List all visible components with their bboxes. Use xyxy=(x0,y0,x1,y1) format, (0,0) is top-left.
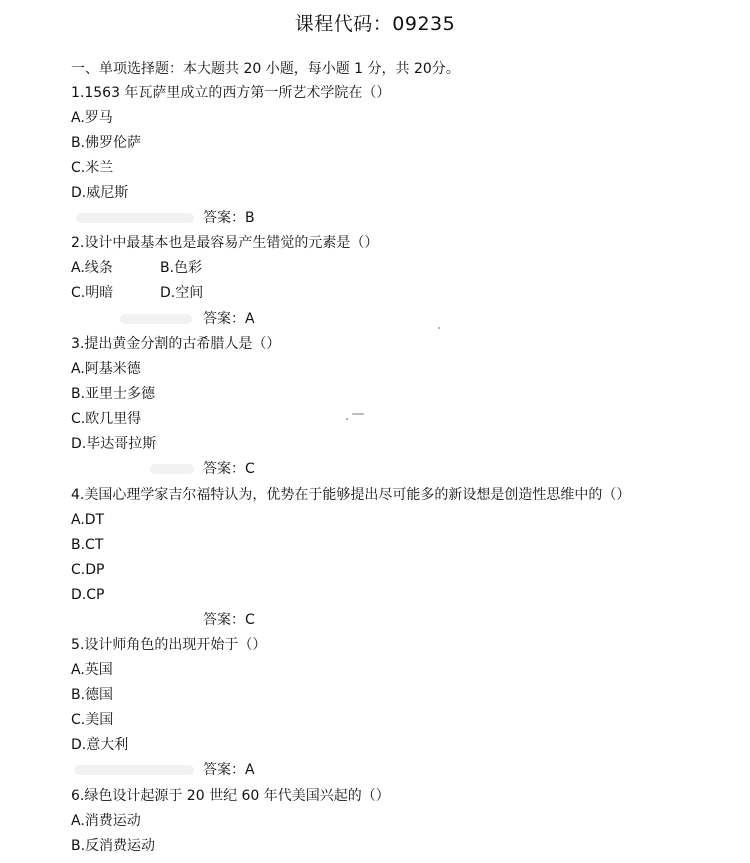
redaction-smudge xyxy=(120,314,192,324)
question-option: B.CT xyxy=(71,537,104,553)
question-option: B.德国 xyxy=(71,687,114,703)
question-stem: 4.美国心理学家吉尔福特认为，优势在于能够提出尽可能多的新设想是创造性思维中的（） xyxy=(71,487,631,503)
question-option: B.色彩 xyxy=(160,260,203,276)
question-option: B.佛罗伦萨 xyxy=(71,135,142,151)
question-option: C.DP xyxy=(71,562,105,578)
question-option: A.线条 xyxy=(71,260,113,276)
question-option: D.毕达哥拉斯 xyxy=(71,436,157,452)
question-stem: 5.设计师角色的出现开始于（） xyxy=(71,637,267,653)
question-option: C.美国 xyxy=(71,712,114,728)
scan-speck xyxy=(438,327,440,329)
redaction-smudge xyxy=(76,213,194,223)
question-option: C.明暗 xyxy=(71,285,114,301)
question-stem: 2.设计中最基本也是最容易产生错觉的元素是（） xyxy=(71,235,379,251)
question-option: C.米兰 xyxy=(71,160,114,176)
question-option: D.意大利 xyxy=(71,737,129,753)
answer-text: 答案：C xyxy=(203,612,255,628)
question-option: A.阿基米德 xyxy=(71,361,141,377)
question-stem: 1.1563 年瓦萨里成立的西方第一所艺术学院在（） xyxy=(71,85,391,101)
question-option: B.亚里士多德 xyxy=(71,386,156,402)
section-heading: 一、单项选择题：本大题共 20 小题，每小题 1 分，共 20分。 xyxy=(71,61,460,77)
question-option: B.反消费运动 xyxy=(71,838,156,854)
scan-speck xyxy=(352,413,364,415)
question-option: A.消费运动 xyxy=(71,813,141,829)
redaction-smudge xyxy=(74,765,194,775)
question-option: D.CP xyxy=(71,587,105,603)
question-option: C.欧几里得 xyxy=(71,411,142,427)
page-title: 课程代码：09235 xyxy=(294,13,456,35)
answer-text: 答案：A xyxy=(203,762,255,778)
redaction-smudge xyxy=(150,464,194,474)
answer-text: 答案：A xyxy=(203,311,255,327)
question-option: A.DT xyxy=(71,512,105,528)
answer-text: 答案：B xyxy=(203,210,255,226)
question-stem: 3.提出黄金分割的古希腊人是（） xyxy=(71,336,281,352)
question-option: D.威尼斯 xyxy=(71,185,129,201)
question-option: A.罗马 xyxy=(71,110,113,126)
question-option: D.空间 xyxy=(160,285,204,301)
answer-text: 答案：C xyxy=(203,461,255,477)
question-stem: 6.绿色设计起源于 20 世纪 60 年代美国兴起的（） xyxy=(71,788,390,804)
question-option: A.英国 xyxy=(71,662,113,678)
scan-speck xyxy=(346,418,348,420)
